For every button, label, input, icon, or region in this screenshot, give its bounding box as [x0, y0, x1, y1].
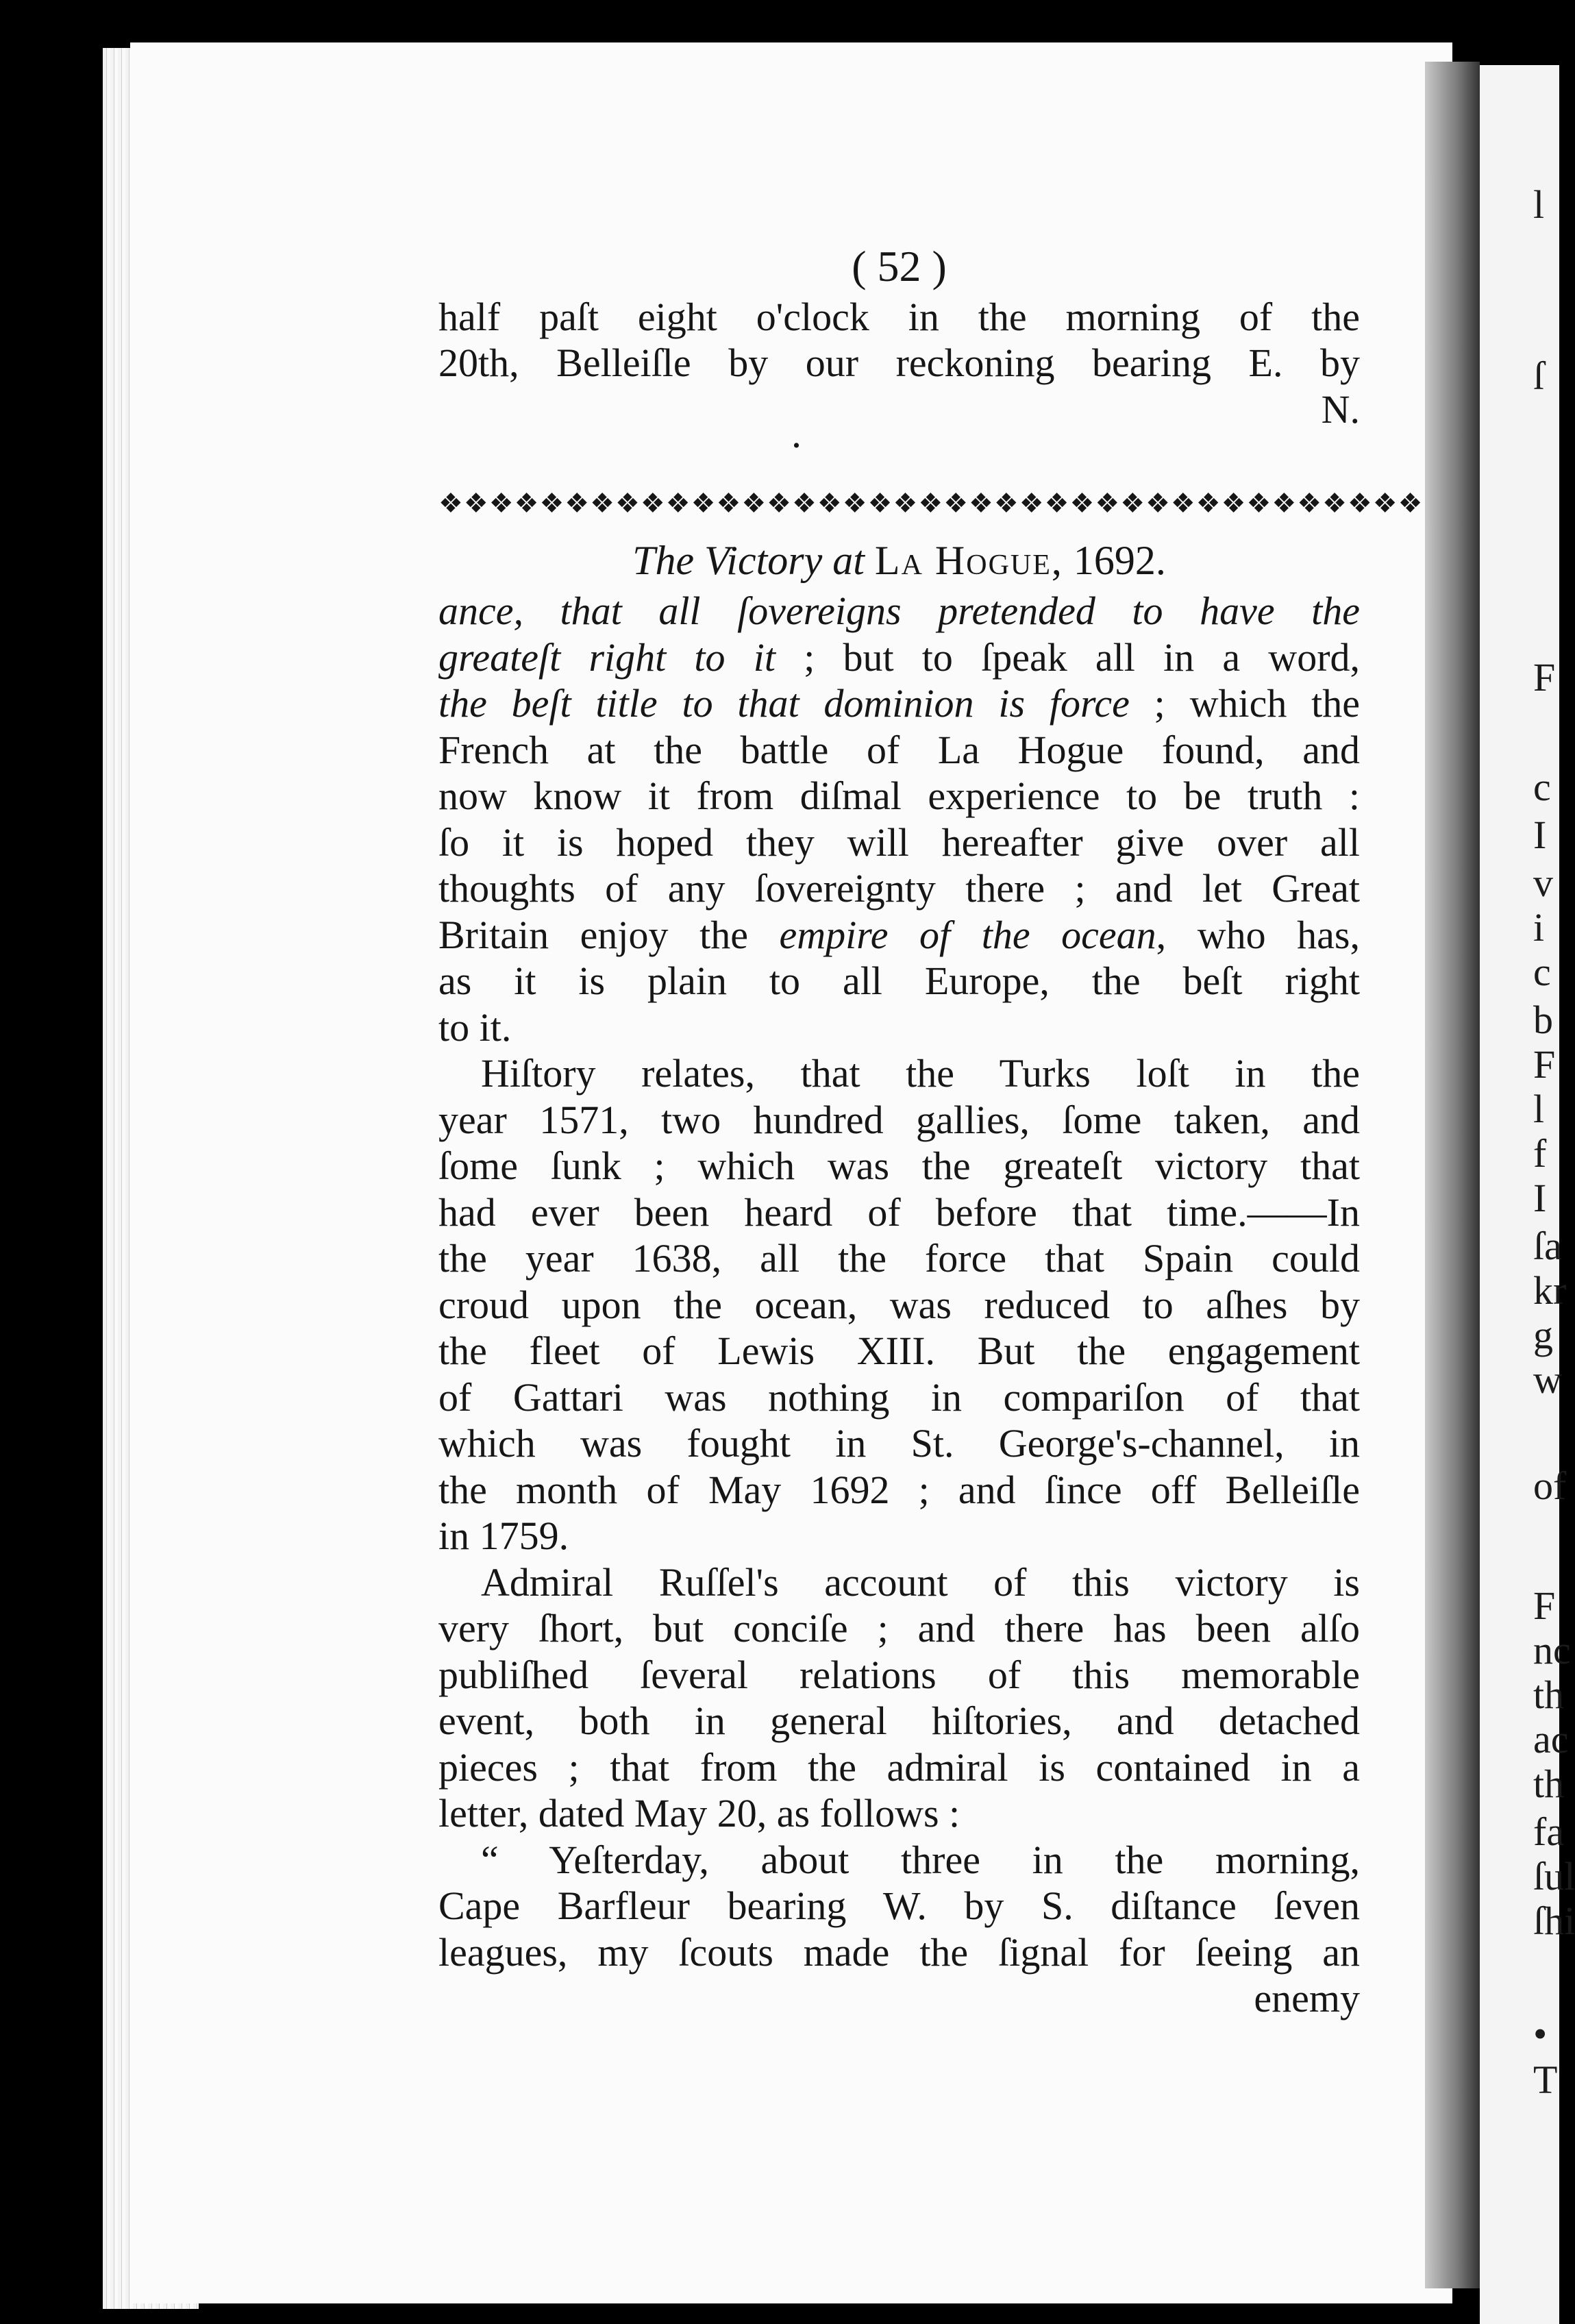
facing-fragment: fa — [1533, 1809, 1565, 1854]
facing-fragment: kr — [1533, 1268, 1567, 1313]
text-line: of Gattari was nothing in compariſon of that — [438, 1374, 1360, 1420]
facing-fragment: I — [1533, 1176, 1547, 1220]
text-line: which was fought in St. George's-channel, in — [438, 1421, 1360, 1466]
section-heading — [438, 538, 1360, 584]
text-line: as it is plain to all Europe, the beſt right — [438, 959, 1360, 1003]
text-line: Hiſtory relates, that the Turks loſt in the — [481, 1051, 1360, 1096]
facing-fragment: I — [1533, 813, 1547, 857]
text-line: 20th, Belleiſle by our reckoning bearing E. by — [438, 341, 1360, 385]
facing-fragment: ſul — [1533, 1854, 1575, 1899]
facing-fragment: F — [1533, 1042, 1556, 1087]
text-line: croud upon the ocean, was reduced to aſhes by — [438, 1282, 1360, 1327]
facing-fragment: ſhi — [1533, 1899, 1575, 1943]
text-line: ſo it is hoped they will hereafter give over all — [438, 819, 1360, 865]
facing-fragment: b — [1533, 998, 1553, 1042]
text-line: pieces ; that from the admiral is contained in a — [438, 1744, 1360, 1790]
page-text — [438, 242, 1424, 2022]
facing-fragment: • T — [1533, 2012, 1558, 2102]
text-segment: ; which the — [1154, 681, 1361, 726]
page-number: ( 52 ) — [852, 242, 947, 290]
facing-fragment: F — [1533, 1583, 1556, 1628]
text-line: half paſt eight o'clock in the morning of the — [438, 294, 1360, 339]
text-line: very ſhort, but conciſe ; and there has been alſo — [438, 1606, 1360, 1651]
ornament-rule: ❖❖❖❖❖❖❖❖❖❖❖❖❖❖❖❖❖❖❖❖❖❖❖❖❖❖❖❖❖❖❖❖❖❖❖❖❖❖❖ — [438, 488, 1424, 519]
text-line: thoughts of any ſovereignty there ; and let Great — [438, 866, 1360, 911]
facing-fragment: l — [1533, 182, 1545, 227]
facing-fragment: of — [1533, 1463, 1567, 1508]
heading-year: 1692. — [1073, 537, 1166, 583]
text-line — [438, 588, 1360, 634]
text-line: the month of May 1692 ; and ſince off Belleiſle — [438, 1467, 1360, 1512]
facing-fragment: c — [1533, 950, 1551, 994]
text-line: Cape Barfleur bearing W. by S. diſtance ſeven — [438, 1883, 1360, 1928]
heading-smallcaps: La Hogue, — [874, 537, 1063, 583]
facing-fragment: w — [1533, 1357, 1562, 1402]
facing-fragment: ſa — [1533, 1224, 1562, 1268]
text-line: ſome ſunk ; which was the greateſt victory that — [438, 1144, 1360, 1188]
facing-fragment: i — [1533, 905, 1545, 950]
facing-fragment: F — [1533, 655, 1556, 700]
text-line: year 1571, two hundred gallies, ſome taken, and — [438, 1097, 1360, 1142]
text-line: had ever been heard of before that time.——In — [438, 1189, 1360, 1235]
text-line: French at the battle of La Hogue found, and — [438, 727, 1360, 772]
text-line: the fleet of Lewis XIII. But the engagement — [438, 1328, 1360, 1373]
text-segment: ; but to ſpeak all in a word, — [804, 634, 1361, 680]
text-line: now know it from diſmal experience to be truth : — [438, 774, 1360, 818]
text-segment: Britain enjoy the — [438, 912, 748, 957]
facing-fragment: ſ — [1533, 354, 1545, 398]
italic-phrase: ance, that all ſovereigns pretended to have the — [438, 589, 1360, 633]
facing-page-fragment — [1480, 65, 1575, 2324]
dot-mark: • — [793, 434, 800, 457]
facing-fragment: f — [1533, 1131, 1547, 1176]
text-line: letter, dated May 20, as follows : — [438, 1791, 960, 1835]
text-line: “ Yeſterday, about three in the morning, — [481, 1837, 1360, 1882]
catchword: enemy — [1254, 1976, 1360, 2020]
facing-fragment: th — [1533, 1672, 1565, 1717]
heading-italic: The Victory at — [632, 537, 865, 583]
facing-fragment: v — [1533, 861, 1553, 905]
text-line: Admiral Ruſſel's account of this victory is — [481, 1559, 1360, 1605]
text-line — [438, 912, 1360, 959]
italic-phrase: the beſt title to that dominion is force — [438, 681, 1130, 726]
facing-fragment: c — [1533, 765, 1551, 809]
text-line — [438, 634, 1360, 681]
text-line: leagues, my ſcouts made the ſignal for ſeeing an — [438, 1929, 1360, 1975]
text-line: publiſhed ſeveral relations of this memorable — [438, 1652, 1360, 1697]
facing-fragment: l — [1533, 1087, 1545, 1131]
text-line — [438, 680, 1360, 727]
gutter-shadow — [1425, 62, 1480, 2288]
italic-phrase: greateſt right to it — [438, 634, 776, 680]
text-line: N. — [1321, 386, 1360, 432]
text-line: to it. — [438, 1004, 512, 1050]
text-line: the year 1638, all the force that Spain could — [438, 1236, 1360, 1281]
text-line: in 1759. — [438, 1513, 569, 1558]
facing-fragment: th — [1533, 1761, 1565, 1806]
text-segment: , who has, — [1156, 912, 1360, 957]
facing-fragment: ac — [1533, 1717, 1569, 1761]
facing-fragment: nc — [1533, 1628, 1571, 1672]
italic-phrase: empire of the ocean — [779, 912, 1156, 957]
text-line: event, both in general hiſtories, and detached — [438, 1698, 1360, 1743]
facing-fragment: g — [1533, 1313, 1553, 1357]
